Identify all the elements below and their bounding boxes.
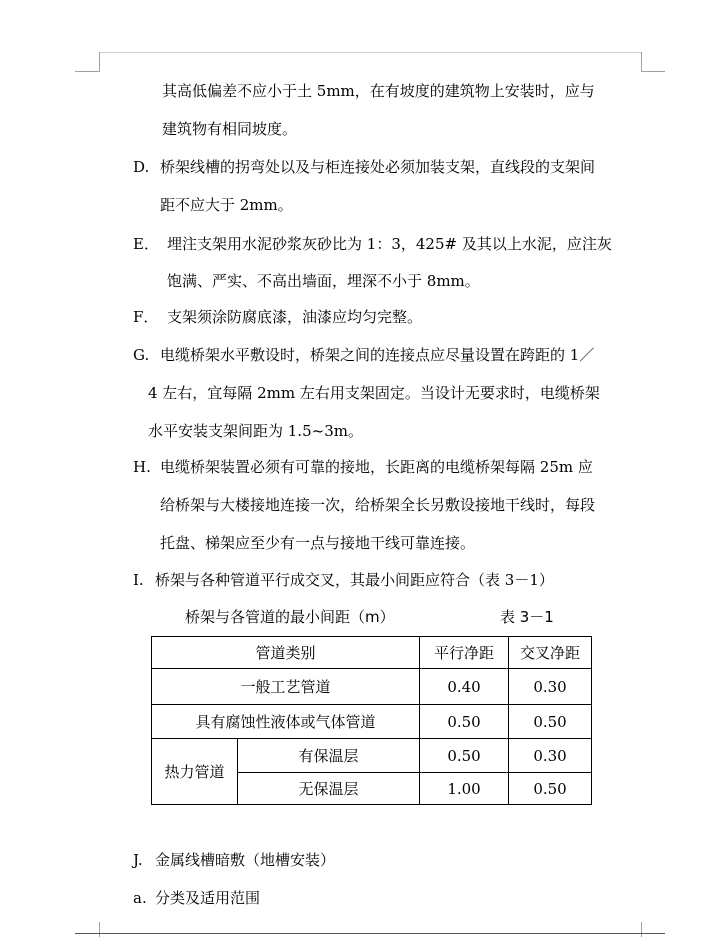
paragraph-f-label: F． bbox=[133, 308, 159, 326]
paragraph-g-line: 水平安装支架间距为 1.5~3m。 bbox=[148, 422, 363, 440]
paragraph-c-line: 其高低偏差不应小于土 5mm，在有坡度的建筑物上安装时，应与 bbox=[162, 82, 595, 100]
row-pipe-subtype: 有保温层 bbox=[238, 739, 420, 773]
paragraph-h-label: H. bbox=[133, 458, 151, 476]
paragraph-g-label: G. bbox=[133, 346, 150, 364]
page-corner-mark bbox=[99, 922, 100, 937]
paragraph-g-line: 电缆桥架水平敷设时，桥架之间的连接点应尽量设置在跨距的 1／ bbox=[160, 346, 595, 364]
row-cross-value: 0.30 bbox=[509, 739, 592, 773]
row-pipe-type: 一般工艺管道 bbox=[152, 669, 420, 705]
header-cross: 交叉净距 bbox=[509, 637, 592, 669]
group-pipe-type: 热力管道 bbox=[152, 739, 238, 805]
row-cross-value: 0.50 bbox=[509, 705, 592, 739]
paragraph-e-line: 埋注支架用水泥砂浆灰砂比为 1：3，425# 及其以上水泥，应注灰 bbox=[167, 235, 612, 253]
page-bottom-border bbox=[75, 933, 665, 934]
page-corner-mark bbox=[99, 52, 100, 72]
table-row bbox=[152, 739, 592, 773]
page-corner-mark bbox=[641, 922, 642, 937]
paragraph-f-line: 支架须涂防腐底漆，油漆应均匀完整。 bbox=[167, 308, 423, 326]
paragraph-i-label: I. bbox=[133, 571, 144, 589]
table-number: 表 3－1 bbox=[500, 608, 554, 626]
paragraph-i-line: 桥架与各种管道平行成交叉，其最小间距应符合（表 3－1） bbox=[155, 571, 554, 589]
table-row bbox=[152, 705, 592, 739]
paragraph-j-line: 金属线槽暗敷（地槽安装） bbox=[155, 851, 336, 869]
page-corner-mark bbox=[641, 71, 665, 72]
header-parallel: 平行净距 bbox=[420, 637, 509, 669]
page-corner-mark bbox=[75, 71, 99, 72]
paragraph-h-line: 电缆桥架装置必须有可靠的接地，长距离的电缆桥架每隔 25m 应 bbox=[160, 458, 593, 476]
paragraph-a-line: 分类及适用范围 bbox=[155, 889, 261, 907]
table-header-row bbox=[152, 637, 592, 669]
paragraph-d-label: D. bbox=[133, 158, 150, 176]
paragraph-e-line: 饱满、严实、不高出墙面，埋深不小于 8mm。 bbox=[167, 272, 480, 290]
row-pipe-type: 具有腐蚀性液体或气体管道 bbox=[152, 705, 420, 739]
paragraph-c-line: 建筑物有相同坡度。 bbox=[162, 120, 298, 138]
paragraph-a-label: a. bbox=[133, 889, 147, 907]
row-cross-value: 0.50 bbox=[509, 773, 592, 805]
row-parallel-value: 0.50 bbox=[420, 705, 509, 739]
paragraph-e-label: E． bbox=[133, 235, 159, 253]
clearance-table bbox=[151, 636, 592, 805]
paragraph-g-line: 4 左右，宜每隔 2mm 左右用支架固定。当设计无要求时，电缆桥架 bbox=[148, 384, 600, 402]
table-caption: 桥架与各管道的最小间距（m） bbox=[185, 608, 395, 626]
row-parallel-value: 0.50 bbox=[420, 739, 509, 773]
page-corner-mark bbox=[641, 52, 642, 72]
row-cross-value: 0.30 bbox=[509, 669, 592, 705]
row-parallel-value: 0.40 bbox=[420, 669, 509, 705]
table-row bbox=[152, 669, 592, 705]
paragraph-h-line: 给桥架与大楼接地连接一次，给桥架全长另敷设接地干线时，每段 bbox=[160, 496, 596, 514]
paragraph-d-line: 桥架线槽的拐弯处以及与柜连接处必须加装支架，直线段的支架间 bbox=[160, 158, 596, 176]
row-pipe-subtype: 无保温层 bbox=[238, 773, 420, 805]
row-parallel-value: 1.00 bbox=[420, 773, 509, 805]
paragraph-d-line: 距不应大于 2mm。 bbox=[160, 196, 293, 214]
page-top-border bbox=[99, 52, 642, 53]
paragraph-j-label: J. bbox=[133, 851, 143, 869]
header-pipe-type: 管道类别 bbox=[152, 637, 420, 669]
paragraph-h-line: 托盘、梯架应至少有一点与接地干线可靠连接。 bbox=[160, 534, 476, 552]
